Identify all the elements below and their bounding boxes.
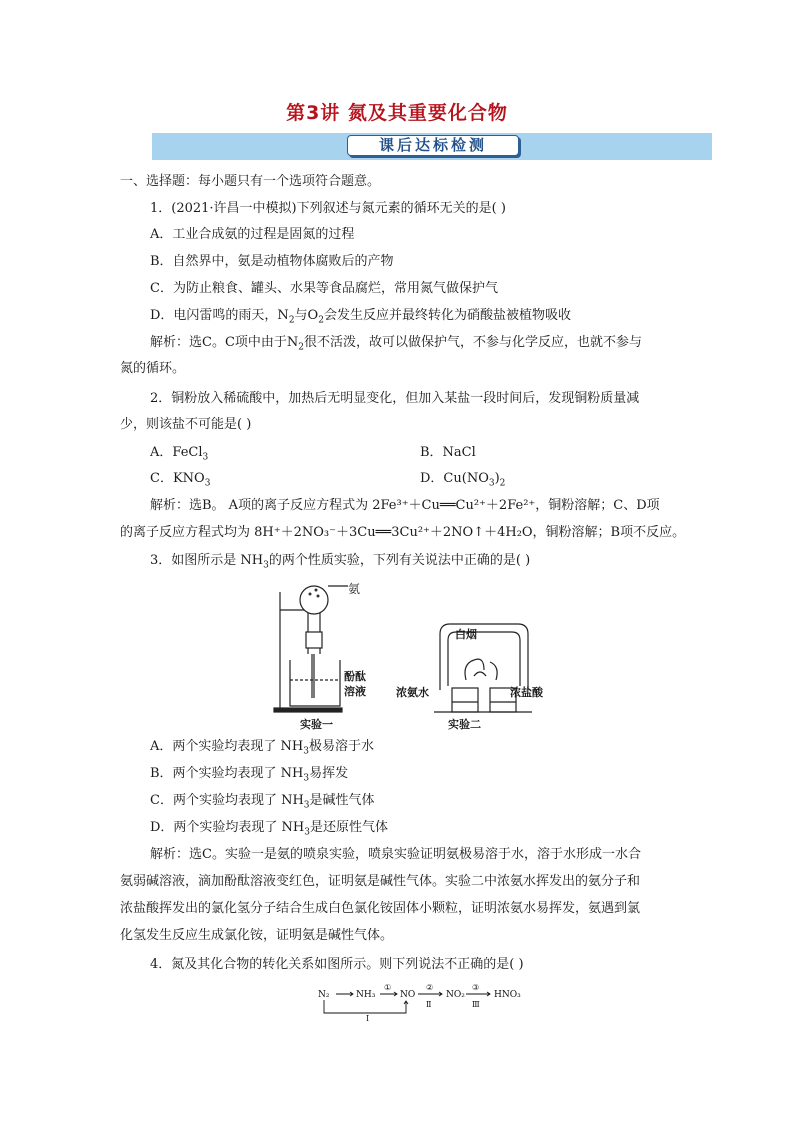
q3-option-b: B．两个实验均表现了 $NH_3$易挥发: [150, 766, 349, 784]
fig1-gas-label: 氨: [348, 582, 361, 596]
route-2-label: Ⅱ: [426, 1000, 432, 1009]
q2-option-b: B．NaCl: [420, 445, 476, 460]
no-label: NO: [400, 990, 416, 1000]
q1-stem: 1．(2021·许昌一中模拟)下列叙述与氮元素的循环无关的是( ): [150, 201, 506, 216]
step-2-label: ②: [426, 983, 434, 992]
experiment-one-figure: [268, 580, 378, 730]
step-1-label: ①: [384, 983, 392, 992]
q2-stem-cont: 少，则该盐不可能是( ): [120, 417, 252, 432]
q2-answer: 解析：选B。 A项的离子反应方程式为 2Fe³⁺＋Cu══Cu²⁺＋2Fe²⁺，铜粉溶解；C、D项: [150, 498, 660, 513]
q1-option-d: D．电闪雷鸣的雨天，$N_2$与$O_2$会发生反应并最终转化为硝酸盐被植物吸收: [150, 308, 571, 326]
q3-answer: 解析：选C。实验一是氨的喷泉实验，喷泉实验证明氨极易溶于水，溶于水形成一水合: [150, 847, 641, 862]
q2-stem: 2．铜粉放入稀硫酸中，加热后无明显变化，但加入某盐一段时间后，发现铜粉质量减: [150, 391, 640, 406]
route-3-label: Ⅲ: [472, 1000, 480, 1009]
n2-label: N₂: [318, 990, 330, 1000]
q1-option-a: A．工业合成氨的过程是固氮的过程: [150, 227, 355, 242]
q3-answer-cont-3: 化氢发生反应生成氯化铵，证明氨是碱性气体。: [120, 928, 394, 943]
nitrogen-conversion-diagram: [318, 983, 548, 1023]
q2-option-a: A．FeCl$_3$: [150, 445, 209, 463]
fig1-caption: 实验一: [300, 718, 333, 731]
nh3-label: NH₃: [356, 990, 376, 1000]
q3-stem: 3．如图所示是 $NH_3$的两个性质实验，下列有关说法中正确的是( ): [150, 553, 531, 571]
fig2-right-label: 浓盐酸: [510, 686, 543, 699]
step-3-label: ③: [472, 983, 480, 992]
section-banner: [152, 133, 712, 160]
q1-option-c: C．为防止粮食、罐头、水果等食品腐烂，常用氮气做保护气: [150, 281, 498, 296]
fig1-solution-label: 酚酞: [344, 670, 366, 683]
fig2-caption: 实验二: [448, 718, 481, 731]
q3-answer-cont-1: 氨弱碱溶液，滴加酚酞溶液变红色，证明氨是碱性气体。实验二中浓氨水挥发出的氨分子和: [120, 874, 641, 889]
experiment-two-figure: [418, 620, 548, 732]
q2-answer-cont: 的离子反应方程式均为 8H⁺＋2NO₃⁻＋3Cu══3Cu²⁺＋2NO↑＋4H₂O，铜粉溶解；B项不反应。: [120, 525, 686, 540]
route-1-label: Ⅰ: [366, 1014, 370, 1023]
section-heading: 一、选择题：每小题只有一个选项符合题意。: [120, 174, 381, 189]
q4-stem: 4．氮及其化合物的转化关系如图所示。则下列说法不正确的是( ): [150, 957, 524, 972]
no2-label: NO₂: [446, 990, 465, 1000]
banner-label: 课后达标检测: [347, 135, 519, 156]
q3-answer-cont-2: 浓盐酸挥发出的氯化氢分子结合生成白色氯化铵固体小颗粒，证明浓氨水易挥发，氨遇到氯: [120, 901, 641, 916]
q1-answer-cont: 氮的循环。: [120, 361, 186, 376]
hno3-label: HNO₃: [494, 990, 521, 1000]
q3-option-d: D．两个实验均表现了 $NH_3$是还原性气体: [150, 820, 389, 838]
fig1-solution-label-2: 溶液: [344, 685, 366, 698]
fig2-left-label: 浓氨水: [396, 686, 429, 699]
q3-option-a: A．两个实验均表现了 $NH_3$极易溶于水: [150, 739, 374, 757]
fig2-smoke-label: 白烟: [455, 628, 477, 641]
page-title: 第3讲 氮及其重要化合物: [286, 102, 508, 124]
q1-option-b: B．自然界中，氨是动植物体腐败后的产物: [150, 254, 394, 269]
q2-option-c: C．$KNO_3$: [150, 471, 211, 489]
q1-answer: 解析：选C。C项中由于$N_2$很不活泼，故可以做保护气，不参与化学反应，也就不参与: [150, 335, 643, 353]
q2-option-d: D．$Cu(NO_3)_2$: [420, 471, 506, 489]
q3-option-c: C．两个实验均表现了 $NH_3$是碱性气体: [150, 793, 375, 811]
